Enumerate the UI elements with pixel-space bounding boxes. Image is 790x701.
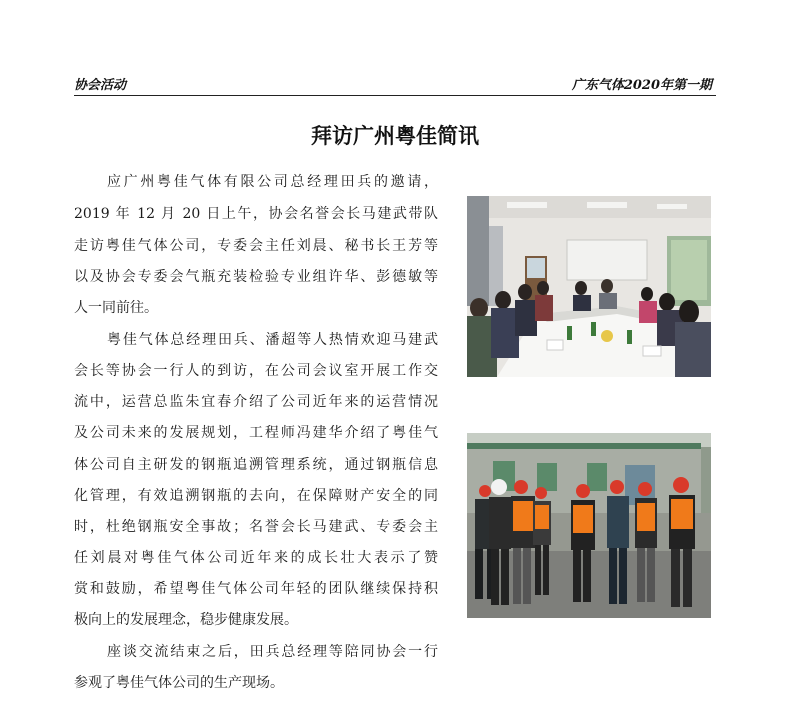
paragraph-line: 流中，运营总监朱宜春介绍了公司近年来的运营情况 — [74, 394, 438, 410]
paragraph-line: 人一同前往。 — [74, 300, 158, 316]
header-divider — [74, 95, 716, 96]
paragraph-line: 走访粤佳气体公司，专委会主任刘晨、秘书长王芳等 — [74, 238, 438, 254]
section-label: 协会活动 — [74, 78, 127, 93]
paragraph-line: 以及协会专委会气瓶充装检验专业组许华、彭德敏等 — [74, 269, 438, 285]
paragraph-line: 极向上的发展理念，稳步健康发展。 — [74, 612, 298, 628]
paragraph-line: 座谈交流结束之后，田兵总经理等陪同协会一行 — [107, 644, 438, 660]
paragraph-line: 赏和鼓励，希望粤佳气体公司年轻的团队继续保持积 — [74, 581, 438, 597]
paragraph-line: 会长等协会一行人的到访，在公司会议室开展工作交 — [74, 363, 438, 379]
paragraph-line: 2019 年 12 月 20 日上午，协会名誉会长马建武带队 — [74, 206, 438, 222]
paragraph-line: 体公司自主研发的钢瓶追溯管理系统，通过钢瓶信息 — [74, 457, 438, 473]
meeting-room-photo — [467, 196, 711, 377]
paragraph-line: 粤佳气体总经理田兵、潘超等人热情欢迎马建武 — [107, 332, 438, 348]
paragraph-line: 任刘晨对粤佳气体公司近年来的成长壮大表示了赞 — [74, 550, 438, 566]
paragraph-line: 应广州粤佳气体有限公司总经理田兵的邀请， — [107, 174, 438, 190]
article-title: 拜访广州粤佳简讯 — [311, 124, 479, 148]
paragraph-line: 化管理，有效追溯钢瓶的去向，在保障财产安全的同 — [74, 488, 438, 504]
paragraph-line: 及公司未来的发展规划，工程师冯建华介绍了粤佳气 — [74, 425, 438, 441]
issue-label: 广东气体2020年第一期 — [571, 78, 712, 93]
paragraph-line: 时，杜绝钢瓶安全事故；名誉会长马建武、专委会主 — [74, 519, 438, 535]
site-visit-photo — [467, 433, 711, 618]
paragraph-line: 参观了粤佳气体公司的生产现场。 — [74, 675, 284, 691]
